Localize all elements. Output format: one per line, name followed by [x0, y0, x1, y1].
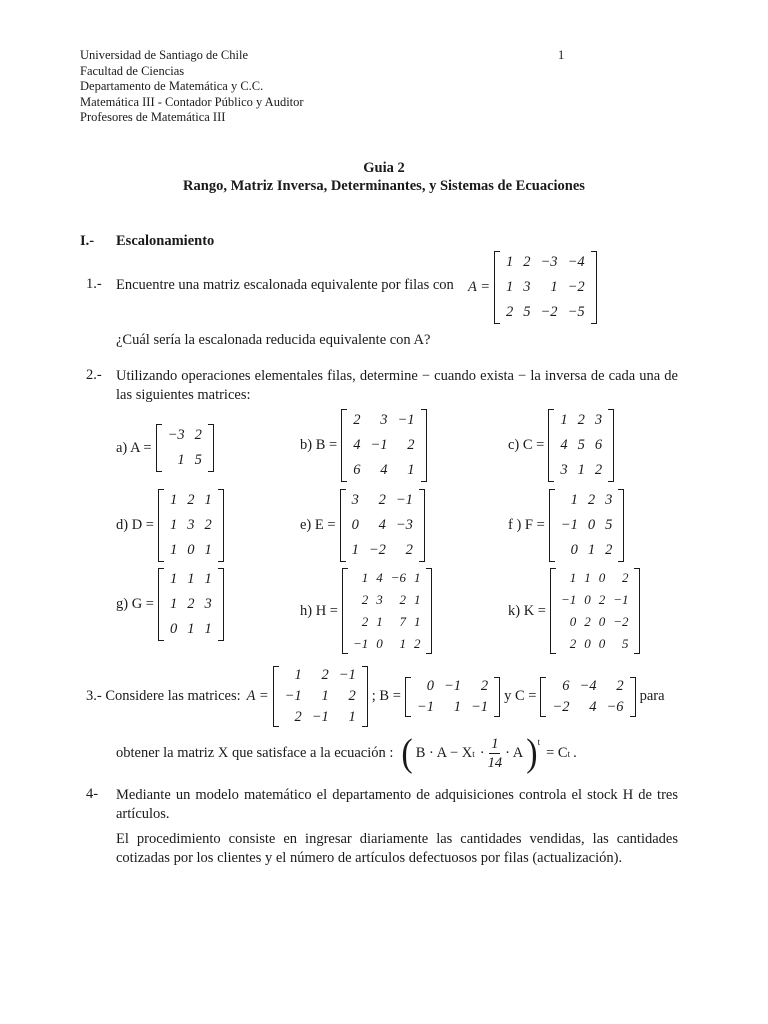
equation-rhs: = C: [546, 745, 568, 761]
matrix-cell: 4: [589, 698, 597, 715]
matrix-cell: −6: [390, 570, 407, 585]
matrix-cell: 2: [361, 614, 369, 629]
matrix-cell: 1: [177, 452, 185, 468]
matrix-cell: −2: [368, 542, 386, 558]
header-line: Matemática III - Contador Público y Auditor: [80, 94, 304, 109]
matrix-cell: 3: [351, 492, 359, 508]
matrix-row: [349, 611, 425, 633]
matrix-bracket: [550, 567, 640, 655]
matrix-row: [165, 567, 217, 592]
matrix-cell: −2: [567, 279, 585, 295]
matrix-cell: 1: [414, 570, 421, 585]
matrix-cell: 0: [584, 592, 591, 607]
matrix-cell: 1: [414, 592, 421, 607]
matrix-cell: 5: [194, 452, 202, 468]
matrix-cell: 1: [187, 571, 195, 587]
matrix-row: [412, 676, 493, 697]
matrix-row: [412, 697, 493, 718]
matrix-cell: 2: [506, 304, 514, 320]
matrix-cell: −1: [397, 412, 415, 428]
matrix-cell: 1: [169, 492, 178, 508]
problem-3-tail: para: [639, 688, 665, 704]
matrix-cell: 1: [294, 667, 302, 683]
matrix-label: A =: [246, 688, 269, 704]
right-paren: ): [526, 731, 538, 775]
matrix-row: [557, 633, 633, 655]
matrix-a: [116, 423, 214, 473]
matrix-cell: 1: [407, 462, 415, 478]
matrix-row: [349, 633, 425, 655]
matrix-cell: 1: [204, 571, 212, 587]
matrix-row: [557, 589, 633, 611]
page-number: 1: [558, 48, 565, 62]
matrix-row: [347, 488, 418, 513]
matrix-cell: 2: [523, 254, 531, 270]
fraction-numerator: 1: [491, 736, 499, 752]
matrix-cell: 2: [321, 667, 329, 683]
matrix-row: [501, 300, 590, 325]
matrix-row: [555, 408, 607, 433]
matrix-cell: 0: [351, 517, 359, 533]
matrix-f: [508, 488, 624, 563]
matrix-cell: 1: [169, 517, 178, 533]
matrix-label: d) D =: [116, 517, 154, 533]
matrix-label: y C =: [504, 688, 537, 704]
matrix-cell: −2: [540, 304, 558, 320]
matrix-row: [501, 275, 590, 300]
matrix-label: f ) F =: [508, 517, 545, 533]
matrix-cell: 1: [321, 688, 329, 704]
problem-4-text-1: Mediante un modelo matemático el departamento de adquisiciones controla el stock H de tres artículos.: [116, 787, 678, 822]
problem-1-matrix-a: [468, 250, 597, 325]
fraction: [488, 735, 503, 772]
matrix-row: [555, 458, 607, 483]
matrix-bracket: [548, 408, 614, 483]
matrix-cell: 1: [204, 542, 212, 558]
fraction-denominator: 14: [487, 755, 503, 771]
matrix-cell: 2: [405, 542, 413, 558]
matrix-row: [163, 423, 207, 448]
matrix-cell: 3: [523, 279, 531, 295]
problem-2-text: Utilizando operaciones elementales filas, determine − cuando exista − la inversa de cada una de las siguientes matrices:: [116, 368, 678, 403]
matrix-label: e) E =: [300, 517, 336, 533]
matrix-label: k) K =: [508, 602, 546, 619]
matrix-cell: −1: [395, 492, 413, 508]
section-heading: Escalonamiento: [116, 233, 215, 249]
matrix-cell: 1: [587, 542, 596, 558]
matrix-cell: 2: [407, 437, 415, 453]
matrix-cell: 2: [399, 592, 407, 607]
matrix-row: [556, 488, 618, 513]
matrix-row: [280, 686, 361, 707]
matrix-cell: 2: [584, 614, 591, 629]
matrix-row: [547, 697, 628, 718]
section-numeral: I.-: [80, 233, 95, 249]
matrix-bracket: [342, 567, 432, 655]
matrix-cell: −1: [352, 636, 369, 651]
matrix-cell: 4: [376, 570, 383, 585]
matrix-bracket: [405, 676, 500, 718]
equation-dot: ·: [479, 745, 485, 761]
transpose-mark: t: [537, 736, 541, 747]
matrix-row: [557, 567, 633, 589]
matrix-cell: 0: [598, 636, 606, 651]
matrix-cell: 3: [605, 492, 613, 508]
matrix-cell: 2: [187, 492, 195, 508]
matrix-cell: −6: [606, 698, 624, 715]
matrix-label: g) G =: [116, 596, 154, 612]
matrix-cell: 0: [569, 614, 577, 629]
matrix-k: [508, 567, 640, 655]
matrix-label: b) B =: [300, 437, 338, 453]
matrix-row: [348, 433, 419, 458]
matrix-cell: 2: [414, 636, 421, 651]
header-line: Profesores de Matemática III: [80, 110, 226, 125]
matrix-cell: 7: [399, 614, 407, 629]
matrix-cell: 1: [577, 462, 585, 478]
matrix-cell: 1: [560, 412, 568, 428]
matrix-cell: 1: [506, 279, 514, 295]
matrix-row: [556, 538, 618, 563]
matrix-cell: −3: [395, 517, 413, 533]
matrix-cell: 3: [594, 412, 603, 428]
problem-3-equation: [116, 731, 577, 775]
matrix-cell: −4: [567, 254, 585, 270]
matrix-cell: 6: [562, 677, 570, 694]
matrix-cell: −1: [370, 437, 388, 453]
matrix-row: [347, 513, 418, 538]
matrix-cell: 0: [169, 621, 178, 637]
problem-1-question: ¿Cuál sería la escalonada reducida equivalente con A?: [116, 332, 431, 348]
matrix-bracket: [540, 676, 635, 718]
matrix-cell: 1: [204, 492, 212, 508]
matrix-cell: 6: [353, 462, 361, 478]
matrix-cell: 4: [378, 517, 386, 533]
matrix-cell: 0: [426, 677, 434, 694]
matrix-cell: 2: [187, 596, 195, 612]
matrix-cell: 0: [598, 614, 606, 629]
problem-3-intro: 3.- Considere las matrices:: [86, 688, 241, 704]
page-subtitle: Rango, Matriz Inversa, Determinantes, y Sistemas de Ecuaciones: [183, 178, 585, 194]
matrix-bracket: [549, 488, 625, 563]
matrix-cell: 1: [569, 570, 577, 585]
matrix-cell: 1: [376, 614, 383, 629]
matrix-cell: 2: [194, 427, 202, 443]
matrix-d: [116, 488, 224, 563]
matrix-cell: −1: [471, 698, 489, 715]
matrix-b: [300, 408, 427, 483]
matrix-row: [165, 538, 217, 563]
matrix-bracket: [273, 665, 368, 728]
matrix-cell: −1: [338, 667, 356, 683]
matrix-cell: 1: [414, 614, 421, 629]
transpose-mark: t: [567, 748, 571, 759]
matrix-cell: 3: [187, 517, 195, 533]
matrix-cell: 2: [204, 517, 212, 533]
matrix-cell: 1: [169, 596, 178, 612]
matrix-cell: 0: [187, 542, 195, 558]
matrix-cell: −1: [284, 688, 302, 704]
matrix-cell: 2: [480, 677, 489, 694]
matrix-cell: 1: [550, 279, 558, 295]
matrix-row: [280, 707, 361, 728]
matrix-bracket: [158, 488, 224, 563]
matrix-cell: 2: [622, 570, 629, 585]
matrix-cell: 0: [376, 636, 383, 651]
matrix-label: A =: [468, 279, 491, 295]
matrix-row: [348, 408, 419, 433]
matrix-cell: −1: [416, 698, 434, 715]
matrix-cell: 4: [353, 437, 361, 453]
matrix-cell: 1: [169, 571, 178, 587]
matrix-row: [547, 676, 628, 697]
problem-4-number: 4-: [86, 786, 99, 802]
matrix-cell: 1: [169, 542, 178, 558]
matrix-cell: 5: [577, 437, 585, 453]
matrix-cell: −5: [567, 304, 585, 320]
matrix-row: [349, 567, 425, 589]
matrix-c: [508, 408, 614, 483]
matrix-cell: 1: [204, 621, 212, 637]
problem-2-number: 2.-: [86, 367, 102, 383]
matrix-cell: −1: [443, 677, 462, 694]
matrix-cell: 2: [348, 688, 356, 704]
matrix-cell: −1: [560, 517, 578, 533]
matrix-row: [280, 665, 361, 686]
matrix-label: c) C =: [508, 437, 545, 453]
matrix-g: [116, 567, 224, 642]
problem-4-text-2: El procedimiento consiste en ingresar diariamente las cantidades vendidas, las cantidades cotizadas por los clientes y el número de artículos defectuosos por filas (actualización).: [116, 831, 678, 866]
matrix-cell: 3: [380, 412, 388, 428]
matrix-cell: −4: [579, 677, 597, 694]
matrix-cell: −2: [552, 698, 570, 715]
matrix-label: a) A =: [116, 439, 152, 456]
matrix-label: ; B =: [371, 688, 401, 704]
matrix-cell: 2: [569, 636, 577, 651]
matrix-e: [300, 488, 425, 563]
matrix-cell: −3: [167, 427, 185, 443]
matrix-cell: 0: [570, 542, 578, 558]
matrix-bracket: [156, 423, 214, 473]
problem-1-text: Encuentre una matriz escalonada equivalente por filas con: [116, 277, 454, 293]
matrix-row: [348, 458, 419, 483]
matrix-cell: 0: [587, 517, 596, 533]
matrix-cell: 1: [348, 709, 356, 725]
matrix-cell: 2: [587, 492, 596, 508]
left-paren: (: [401, 731, 413, 775]
matrix-cell: 4: [560, 437, 568, 453]
matrix-cell: 2: [353, 412, 361, 428]
matrix-row: [165, 488, 217, 513]
matrix-cell: 2: [605, 542, 613, 558]
equation-a: · A: [505, 745, 524, 761]
matrix-cell: 1: [453, 698, 462, 715]
matrix-cell: −2: [613, 614, 629, 629]
equation-lhs: B · A − X: [415, 745, 473, 761]
header-line: Departamento de Matemática y C.C.: [80, 79, 264, 94]
matrix-cell: 3: [204, 596, 212, 612]
matrix-label: h) H =: [300, 602, 338, 619]
matrix-cell: 1: [351, 542, 359, 558]
matrix-cell: 5: [622, 636, 629, 651]
document-header: [80, 48, 304, 126]
matrix-cell: 3: [376, 592, 383, 607]
matrix-cell: 1: [506, 254, 514, 270]
matrix-row: [556, 513, 618, 538]
matrix-cell: 2: [598, 592, 606, 607]
matrix-row: [501, 250, 590, 275]
matrix-row: [555, 433, 607, 458]
equation-lead-text: obtener la matriz X que satisface a la ecuación :: [116, 745, 394, 761]
matrix-row: [165, 513, 217, 538]
problem-3-statement: [86, 665, 665, 728]
transpose-mark: t: [472, 748, 475, 759]
matrix-cell: 2: [378, 492, 386, 508]
matrix-cell: 2: [616, 677, 624, 694]
matrix-cell: 2: [577, 412, 585, 428]
matrix-cell: 1: [399, 636, 407, 651]
matrix-h: [300, 567, 432, 655]
matrix-bracket: [341, 408, 426, 483]
matrix-cell: 5: [605, 517, 613, 533]
matrix-row: [163, 448, 207, 473]
matrix-cell: 6: [594, 437, 603, 453]
matrix-row: [347, 538, 418, 563]
matrix-cell: 2: [294, 709, 302, 725]
matrix-cell: 1: [187, 621, 195, 637]
equation-end: .: [573, 745, 577, 761]
matrix-cell: 5: [523, 304, 531, 320]
matrix-cell: 0: [584, 636, 591, 651]
matrix-cell: 1: [361, 570, 369, 585]
matrix-bracket: [340, 488, 425, 563]
matrix-cell: −3: [540, 254, 558, 270]
matrix-row: [349, 589, 425, 611]
matrix-cell: 1: [584, 570, 591, 585]
matrix-cell: 2: [361, 592, 369, 607]
matrix-row: [165, 592, 217, 617]
matrix-cell: 2: [594, 462, 603, 478]
header-line: Universidad de Santiago de Chile: [80, 48, 249, 62]
header-line: Facultad de Ciencias: [80, 63, 185, 78]
matrix-cell: 1: [570, 492, 578, 508]
matrix-row: [165, 617, 217, 642]
matrix-row: [557, 611, 633, 633]
matrix-cell: −1: [613, 592, 629, 607]
matrix-cell: 4: [380, 462, 388, 478]
matrix-cell: −1: [560, 592, 577, 607]
problem-1-number: 1.-: [86, 276, 102, 292]
page-title: Guia 2: [363, 160, 405, 176]
matrix-cell: −1: [311, 709, 329, 725]
matrix-cell: 0: [598, 570, 606, 585]
matrix-bracket: [494, 250, 597, 325]
matrix-cell: 3: [560, 462, 568, 478]
matrix-bracket: [158, 567, 224, 642]
